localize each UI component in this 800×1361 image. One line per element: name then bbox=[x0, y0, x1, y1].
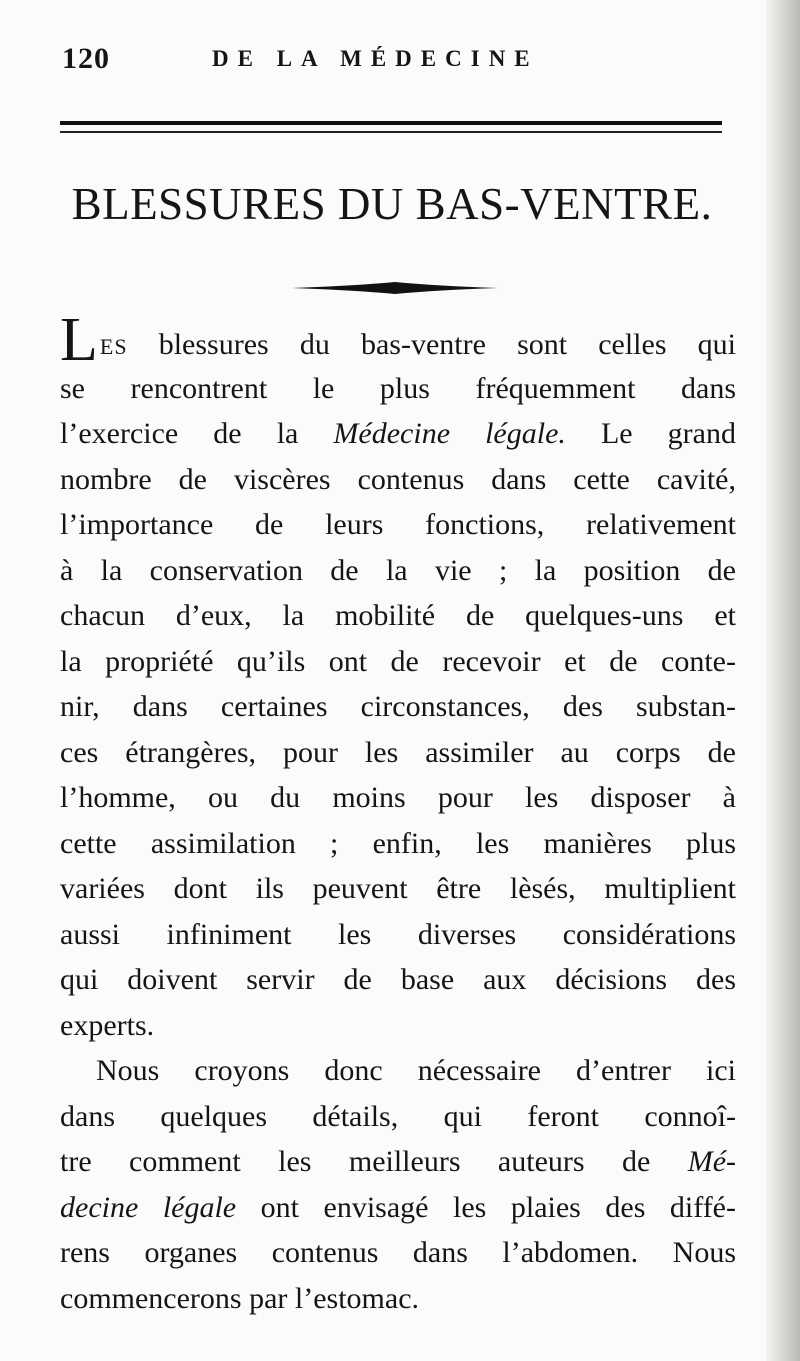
chapter-title: BLESSURES DU BAS-VENTRE. bbox=[71, 179, 713, 229]
italic-phrase: Médecine légale. bbox=[333, 417, 566, 450]
text-line: aussi infiniment les diverses considérations bbox=[60, 917, 736, 951]
text-line-content: l’exercice de la bbox=[60, 417, 334, 450]
text-line: ces étrangères, pour les assimiler au corps de bbox=[60, 735, 736, 769]
ornament-rule bbox=[292, 281, 498, 295]
drop-cap: L bbox=[60, 306, 98, 374]
thick-rule bbox=[60, 121, 722, 125]
text-line: nombre de viscères contenus dans cette cavité, bbox=[60, 462, 736, 496]
text-line bbox=[60, 411, 736, 457]
text-line: la propriété qu’ils ont de recevoir et de conte- bbox=[60, 644, 736, 678]
page-number: 120 bbox=[62, 42, 110, 75]
thin-rule bbox=[60, 131, 722, 133]
text-line-content: ont envisagé les plaies des diffé- bbox=[236, 1190, 736, 1224]
book-spine-shadow bbox=[766, 0, 800, 1361]
text-line: à la conservation de la vie ; la position de bbox=[60, 553, 736, 587]
text-line: l’homme, ou du moins pour les disposer à bbox=[60, 781, 736, 814]
body-text bbox=[60, 306, 736, 1321]
text-line: l’importance de leurs fonctions, relativement bbox=[60, 508, 736, 541]
running-title: DE LA MÉDECINE bbox=[212, 46, 539, 71]
double-rule-divider bbox=[60, 121, 722, 143]
text-line: dans quelques détails, qui feront connoî- bbox=[60, 1099, 736, 1133]
text-line-content: tre comment les meilleurs auteurs de bbox=[60, 1145, 688, 1178]
text-line: chacun d’eux, la mobilité de quelques-uns et bbox=[60, 599, 736, 632]
text-line: commencerons par l’estomac. bbox=[60, 1281, 420, 1315]
text-line: Nous croyons donc nécessaire d’entrer ici bbox=[96, 1054, 736, 1087]
text-line: cette assimilation ; enfin, les manières plus bbox=[60, 826, 736, 860]
italic-phrase: decine légale bbox=[60, 1190, 237, 1224]
text-line: rens organes contenus dans l’abdomen. Nous bbox=[60, 1236, 736, 1269]
text-line: nir, dans certaines circonstances, des substan- bbox=[60, 690, 736, 723]
text-line: variées dont ils peuvent être lèsés, multiplient bbox=[60, 872, 736, 905]
text-line-content: blessures du bas-ventre sont celles qui bbox=[127, 328, 736, 361]
text-line: experts. bbox=[60, 1008, 155, 1042]
running-head bbox=[0, 38, 800, 78]
text-line bbox=[60, 306, 736, 374]
small-caps-word: ES bbox=[99, 334, 128, 359]
text-line bbox=[60, 1139, 736, 1185]
italic-phrase: Mé- bbox=[687, 1145, 736, 1178]
text-line bbox=[60, 1185, 736, 1231]
text-line: se rencontrent le plus fréquemment dans bbox=[60, 371, 736, 405]
text-line: qui doivent servir de base aux décisions des bbox=[60, 963, 736, 996]
text-line-content: Le grand bbox=[565, 417, 736, 450]
